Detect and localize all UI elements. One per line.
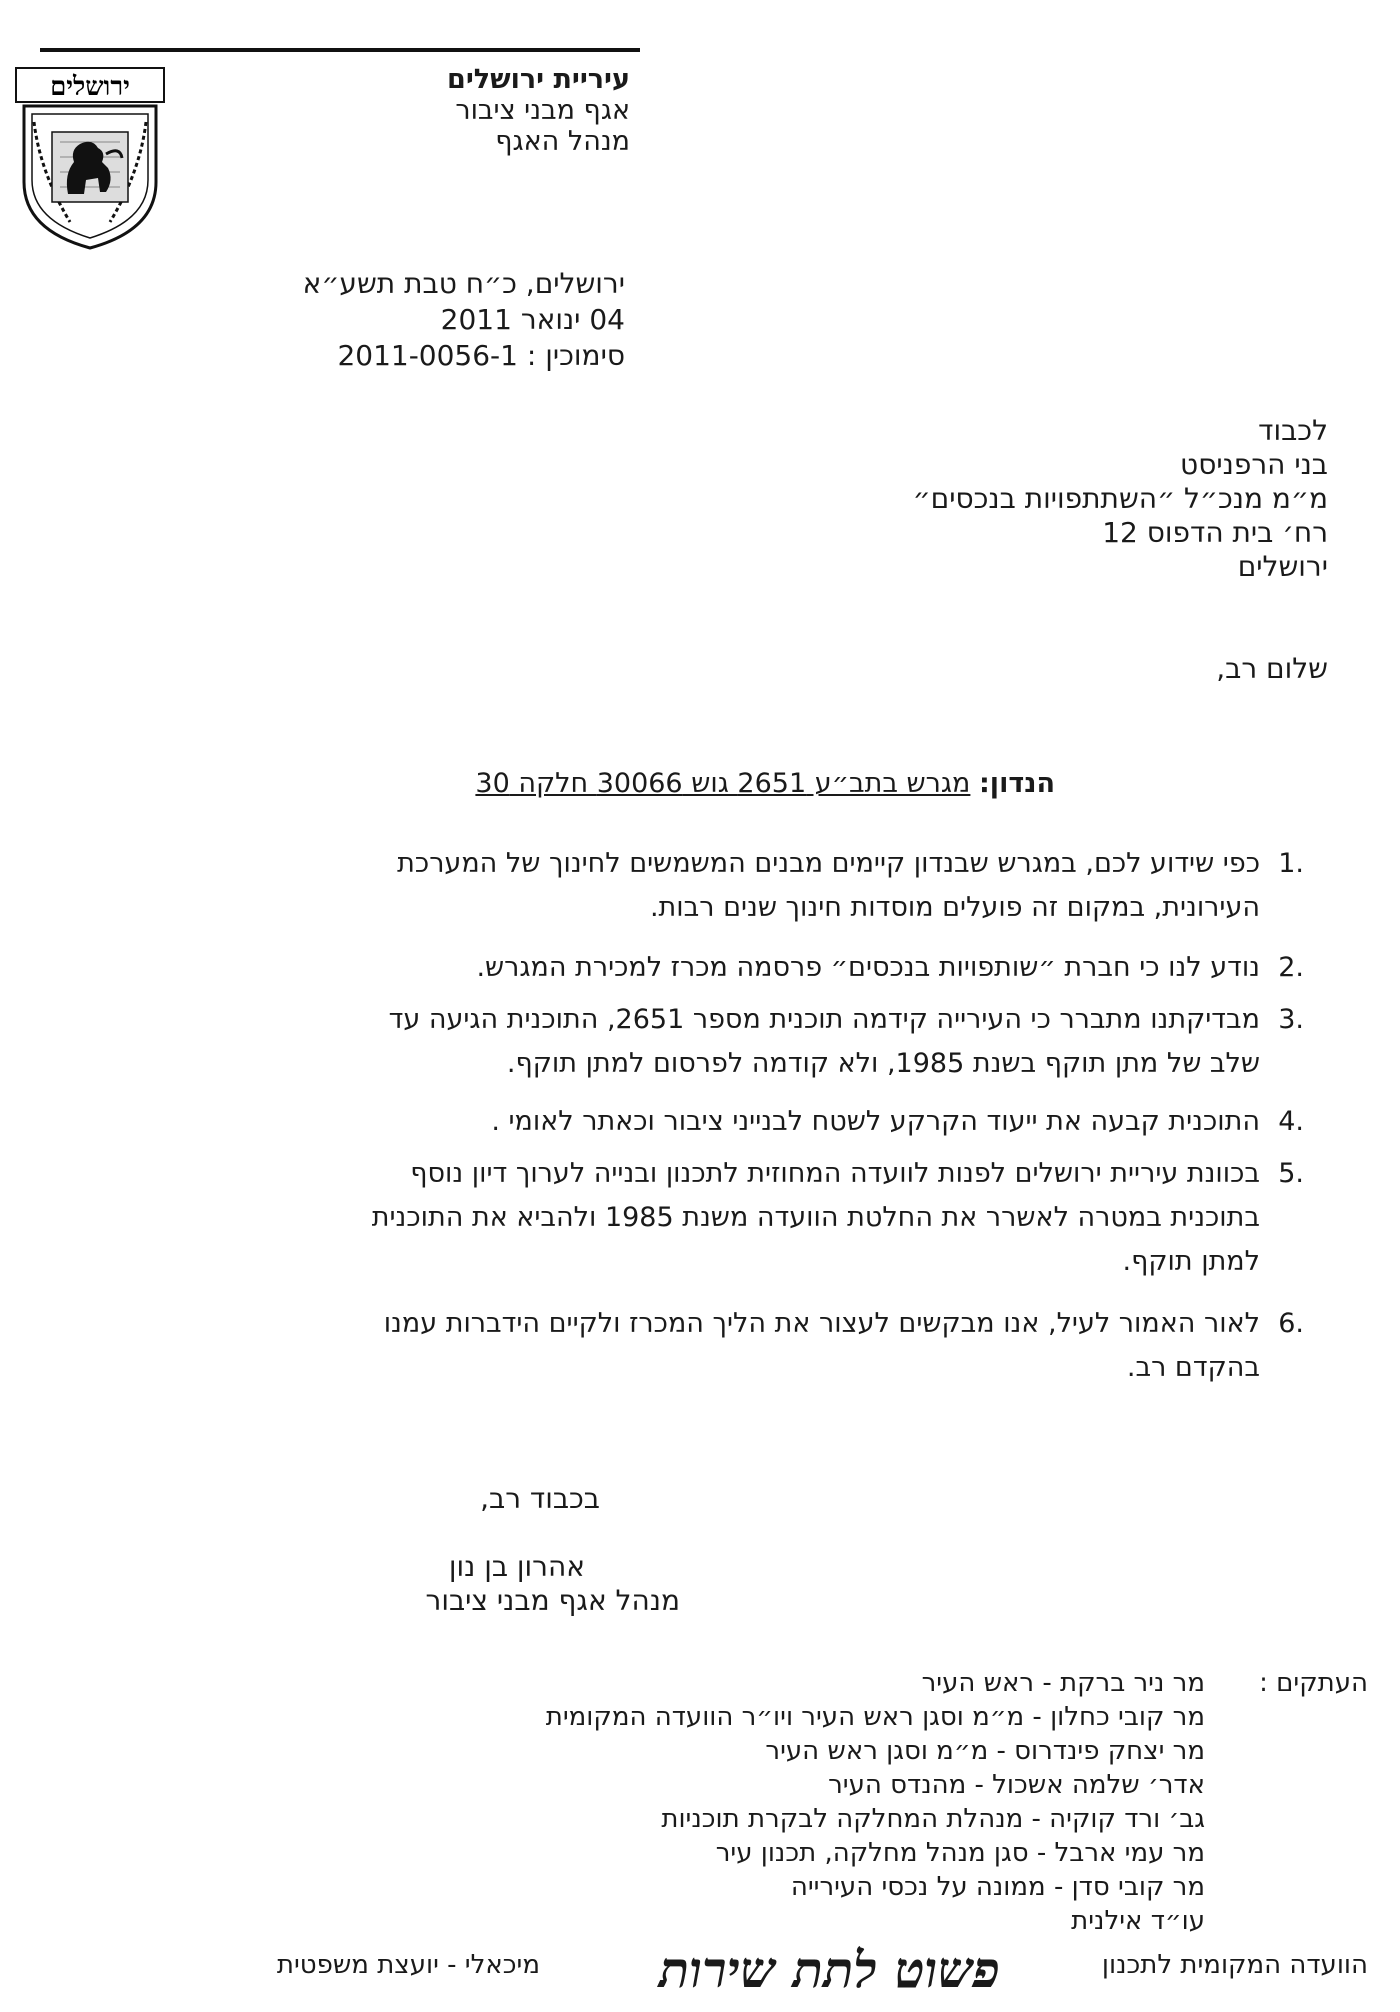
department-name: אגף מבני ציבור (455, 95, 630, 126)
copy-recipient: מר עמי ארבל - סגן מנהל מחלקה, תכנון עיר (715, 1838, 1205, 1868)
emblem-text: ירושלים (50, 72, 130, 102)
recipient-line: לכבוד (1258, 414, 1328, 447)
numbered-item (160, 1152, 1304, 1284)
subject-line (255, 768, 1055, 799)
numbered-item (160, 1100, 1304, 1144)
date-block (105, 266, 625, 374)
item-line: לאור האמור לעיל, אנו מבקשים לעצור את הליך המכרז ולקיים הידברות עמנו (383, 1308, 1260, 1339)
legal-advisor: מיכאלי - יועצת משפטית (276, 1950, 540, 1980)
hebrew-date: ירושלים, כ״ח טבת תשע״א (302, 267, 625, 300)
copy-recipient: מר ניר ברקת - ראש העיר (921, 1668, 1205, 1698)
numbered-item (160, 946, 1304, 990)
municipality-name: עיריית ירושלים (447, 64, 630, 95)
department-role: מנהל האגף (495, 126, 630, 157)
closing-regards: בכבוד רב, (480, 1482, 600, 1515)
footer-slogan: פשוט לתת שירות (658, 1940, 1000, 1999)
item-line: התוכנית קבעה את ייעוד הקרקע לשטח לבנייני ציבור וכאתר לאומי . (491, 1106, 1260, 1137)
item-line: העירונית, במקום זה פועלים מוסדות חינוך שנים רבות. (649, 892, 1260, 923)
numbered-item (160, 998, 1304, 1086)
recipient-block (628, 414, 1328, 584)
item-line: בהקדם רב. (1126, 1352, 1260, 1383)
item-number: .2 (1278, 952, 1304, 983)
item-number: .6 (1278, 1308, 1304, 1339)
item-line: מבדיקתנו מתברר כי העירייה קידמה תוכנית מספר 2651, התוכנית הגיעה עד (388, 1004, 1260, 1035)
signatory-title: מנהל אגף מבני ציבור (425, 1584, 680, 1617)
copy-recipient: אדר׳ שלמה אשכול - מהנדס העיר (828, 1770, 1205, 1800)
department-block (230, 64, 630, 157)
recipient-line: ירושלים (1237, 550, 1328, 583)
item-line: בתוכנית במטרה לאשרר את החלטת הוועדה משנת 1985 ולהביא את התוכנית (371, 1202, 1260, 1233)
numbered-item (160, 1302, 1304, 1390)
gregorian-date: 04 ינואר 2011 (440, 303, 625, 336)
item-line: למתן תוקף. (1122, 1246, 1260, 1277)
copies-label: העתקים : (1259, 1668, 1368, 1698)
recipient-line: בני הרפניסט (1180, 448, 1328, 481)
recipient-line: רח׳ בית הדפוס 12 (1102, 516, 1328, 549)
jerusalem-emblem (10, 62, 170, 252)
numbered-item (160, 842, 1304, 930)
recipient-line: מ״מ מנכ״ל ״השתתפויות בנכסים״ (912, 482, 1328, 515)
item-number: .1 (1278, 848, 1304, 879)
item-number: .4 (1278, 1106, 1304, 1137)
copy-recipient: גב׳ ורד קוקיה - מנהלת המחלקה לבקרת תוכניות (661, 1804, 1205, 1834)
greeting: שלום רב, (1216, 652, 1328, 685)
copy-recipient: מר קובי סדן - ממונה על נכסי העירייה (790, 1872, 1205, 1902)
copies-list (385, 1666, 1205, 1938)
item-line: בכוונת עיריית ירושלים לפנות לוועדה המחוזית לתכנון ובנייה לערוך דיון נוסף (410, 1158, 1260, 1189)
header-rule (40, 48, 640, 52)
item-line: נודע לנו כי חברת ״שותפויות בנכסים״ פרסמה מכרז למכירת המגרש. (476, 952, 1260, 983)
copy-recipient: מר יצחק פינדרוס - מ״מ וסגן ראש העיר (765, 1736, 1205, 1766)
signatory-name: אהרון בן נון (448, 1550, 585, 1583)
signatory-block (280, 1550, 680, 1618)
reference-number: סימוכין : 2011-0056-1 (337, 339, 625, 372)
item-line: שלב של מתן תוקף בשנת 1985, ולא קודמה לפרסום למתן תוקף. (506, 1048, 1260, 1079)
copy-recipient: מר קובי כחלון - מ״מ וסגן ראש העיר ויו״ר הוועדה המקומית (545, 1702, 1205, 1732)
copy-recipient: עו״ד אילנית (1071, 1906, 1205, 1936)
committee-line: הוועדה המקומית לתכנון (1101, 1950, 1368, 1980)
item-number: .5 (1278, 1158, 1304, 1189)
emblem-icon (10, 62, 170, 252)
item-number: .3 (1278, 1004, 1304, 1035)
subject-label: הנדון: (979, 768, 1055, 799)
item-line: כפי שידוע לכם, במגרש שבנדון קיימים מבנים המשמשים לחינוך של המערכת (397, 848, 1260, 879)
subject-value: מגרש בתב״ע 2651 גוש 30066 חלקה 30 (475, 768, 971, 799)
